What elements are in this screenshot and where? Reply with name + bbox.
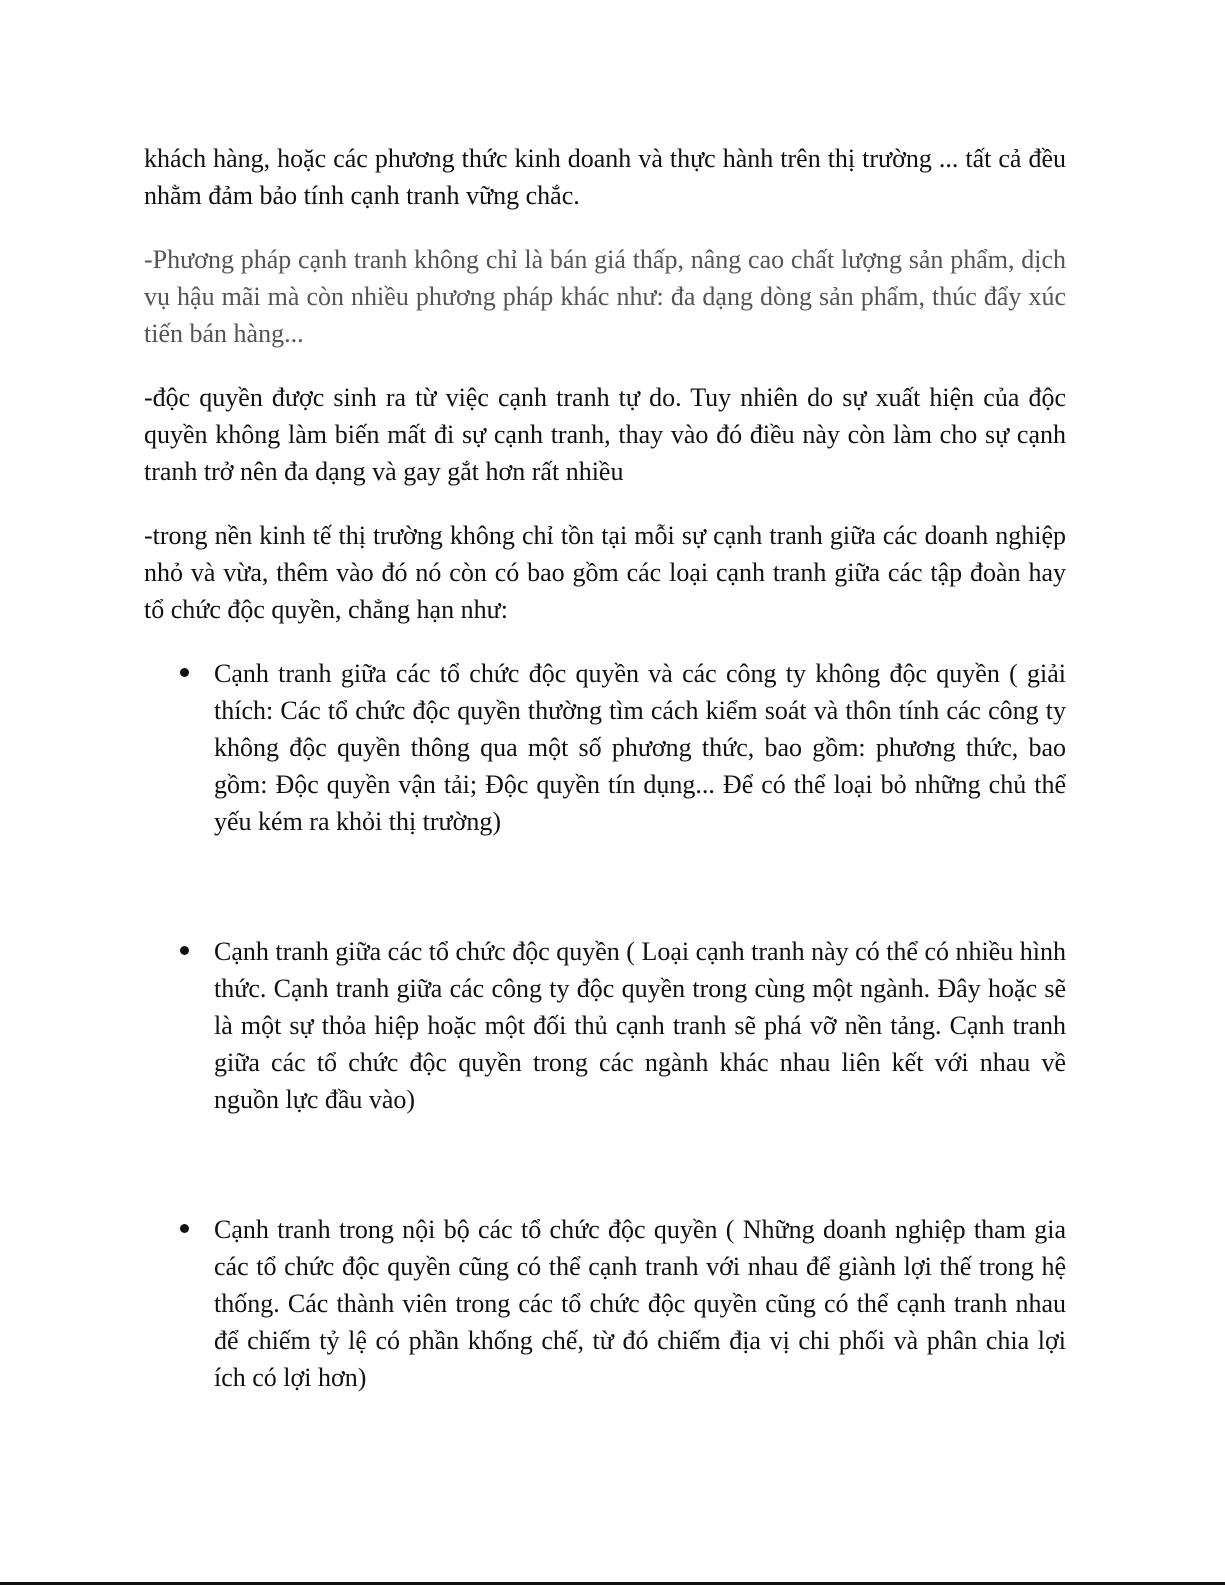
list-item-text: Cạnh tranh giữa các tổ chức độc quyền ( Loại cạnh tranh này có thể có nhiều hình thức. Cạnh tranh giữa các công ty độc quyền trong cùng một ngành. Đây hoặc sẽ là một sự thỏa hiệp hoặc một đối thủ cạnh tranh sẽ phá vỡ nền tảng. Cạnh tranh giữa các tổ chức độc quyền trong các ngành khác nhau liên kết với nhau về nguồn lực đầu vào) xyxy=(214,937,1066,1114)
list-item-text: Cạnh tranh giữa các tổ chức độc quyền và các công ty không độc quyền ( giải thích: Các tổ chức độc quyền thường tìm cách kiểm soát và thôn tính các công ty không độc quyền thông qua một số phương thức, bao gồm: phương thức, bao gồm: Độc quyền vận tải; Độc quyền tín dụng... Để có thể loại bỏ những chủ thể yếu kém ra khỏi thị trường) xyxy=(214,659,1066,836)
bullet-icon xyxy=(180,946,189,955)
competition-types-list xyxy=(144,655,1066,1396)
list-item xyxy=(144,933,1066,1118)
list-item-text: Cạnh tranh trong nội bộ các tổ chức độc quyền ( Những doanh nghiệp tham gia các tổ chức độc quyền cũng có thể cạnh tranh với nhau để giành lợi thế trong hệ thống. Các thành viên trong các tổ chức độc quyền cũng có thể cạnh tranh nhau để chiếm tỷ lệ có phần khống chế, từ đó chiếm địa vị chi phối và phân chia lợi ích có lợi hơn) xyxy=(214,1215,1066,1392)
bullet-icon xyxy=(180,1224,189,1233)
paragraph-intro: khách hàng, hoặc các phương thức kinh doanh và thực hành trên thị trường ... tất cả đều nhằm đảm bảo tính cạnh tranh vững chắc. xyxy=(144,144,1066,210)
paragraph-market-competition: -trong nền kinh tế thị trường không chỉ tồn tại mỗi sự cạnh tranh giữa các doanh nghiệp nhỏ và vừa, thêm vào đó nó còn có bao gồm các loại cạnh tranh giữa các tập đoàn hay tổ chức độc quyền, chẳng hạn như: xyxy=(144,521,1066,624)
list-item xyxy=(144,1211,1066,1396)
list-item xyxy=(144,655,1066,840)
paragraph-competition-methods: -Phương pháp cạnh tranh không chỉ là bán giá thấp, nâng cao chất lượng sản phẩm, dịch vụ hậu mãi mà còn nhiều phương pháp khác như: đa dạng dòng sản phẩm, thúc đẩy xúc tiến bán hàng... xyxy=(144,245,1066,348)
paragraph-monopoly-origin: -độc quyền được sinh ra từ việc cạnh tranh tự do. Tuy nhiên do sự xuất hiện của độc quyền không làm biến mất đi sự cạnh tranh, thay vào đó điều này còn làm cho sự cạnh tranh trở nên đa dạng và gay gắt hơn rất nhiều xyxy=(144,383,1066,486)
document-body xyxy=(144,140,1066,1396)
bullet-icon xyxy=(180,668,189,677)
